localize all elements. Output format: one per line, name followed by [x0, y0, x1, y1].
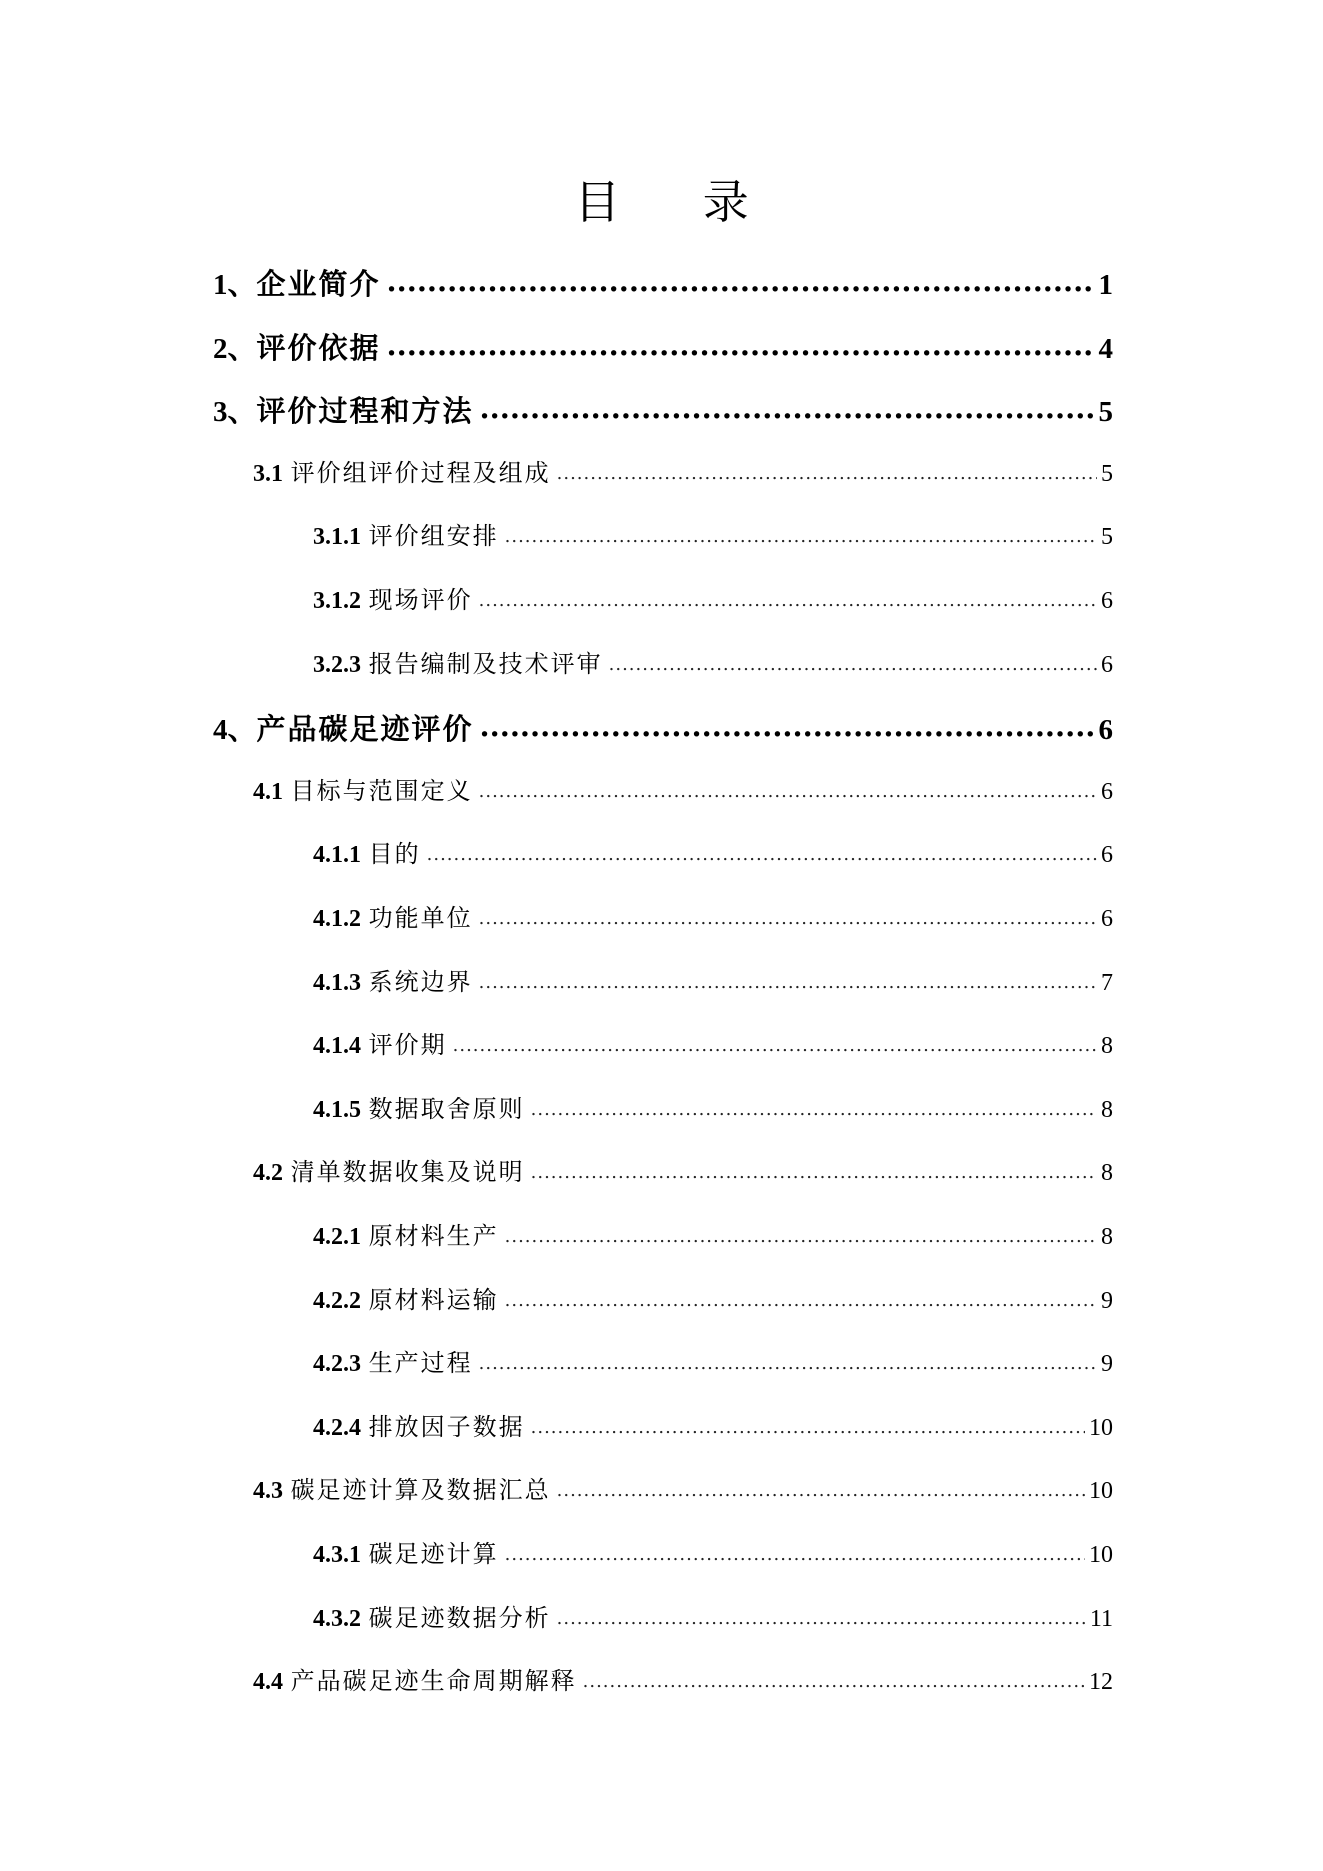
toc-dot-leader [609, 654, 1097, 675]
toc-entry-label: 评价组安排 [368, 522, 499, 551]
toc-entry[interactable] [313, 1407, 1113, 1442]
toc-entry-label: 生产过程 [368, 1349, 473, 1378]
toc-entry-page-number: 6 [1101, 778, 1113, 805]
toc-entry[interactable] [313, 1025, 1113, 1060]
toc-entry-number: 3.1.1 [313, 524, 361, 551]
toc-dot-leader [531, 1162, 1097, 1183]
toc-entry-page-number: 5 [1101, 460, 1113, 487]
toc-entry[interactable] [253, 453, 1113, 488]
toc-entry-number: 4.1.2 [313, 906, 361, 932]
toc-entry-separator [361, 1095, 369, 1123]
toc-entry-label: 产品碳足迹生命周期解释 [290, 1667, 577, 1696]
toc-entry-separator [283, 459, 291, 487]
toc-entry[interactable] [313, 1343, 1113, 1378]
toc-entry[interactable] [253, 771, 1113, 806]
toc-entry-page-number: 8 [1101, 1033, 1113, 1060]
toc-entry-page-number: 4 [1098, 332, 1113, 365]
toc-entry[interactable] [313, 1534, 1113, 1569]
toc-entry-number: 4.1.4 [313, 1033, 361, 1060]
toc-entry-number: 1 [213, 269, 228, 301]
toc-entry-page-number: 5 [1101, 524, 1113, 551]
toc-dot-leader [479, 908, 1097, 929]
toc-dot-leader [557, 1480, 1085, 1501]
toc-entry-label: 清单数据收集及说明 [290, 1158, 525, 1187]
toc-dot-leader [505, 1544, 1085, 1565]
toc-entry-page-number: 11 [1089, 1605, 1113, 1632]
toc-entry-page-number: 10 [1089, 1478, 1113, 1505]
toc-entry[interactable] [213, 262, 1113, 303]
toc-entry-separator [361, 1222, 369, 1250]
toc-entry-separator: 、 [227, 394, 257, 429]
toc-entry[interactable] [313, 1598, 1113, 1633]
toc-entry[interactable] [313, 516, 1113, 551]
toc-entry-number: 4.4 [253, 1669, 283, 1696]
toc-entry-number: 4.3.2 [313, 1605, 361, 1632]
toc-entry-label: 目的 [368, 840, 421, 869]
toc-entry-label: 排放因子数据 [368, 1412, 525, 1441]
toc-entry-separator [361, 1286, 369, 1314]
toc-dot-leader [557, 1608, 1086, 1629]
toc-entry-number: 3.1.2 [313, 588, 361, 614]
toc-entry-label: 碳足迹计算 [368, 1540, 499, 1568]
toc-entry-number: 4.1 [253, 778, 283, 805]
toc-entry-number: 4.2.3 [313, 1351, 361, 1378]
toc-entry-label: 产品碳足迹评价 [256, 712, 474, 747]
toc-entry-number: 4.3 [253, 1478, 283, 1505]
toc-entry[interactable] [253, 1661, 1113, 1696]
toc-entry-separator [361, 1540, 369, 1568]
toc-entry-page-number: 8 [1101, 1224, 1113, 1250]
toc-entry[interactable] [213, 326, 1113, 367]
toc-entry-separator [361, 1349, 369, 1377]
toc-entry-number: 4.2.1 [313, 1224, 361, 1250]
toc-entry-separator [361, 522, 369, 550]
toc-entry-page-number: 6 [1101, 842, 1113, 869]
toc-dot-leader [505, 1290, 1097, 1311]
toc-entry-number: 3.1 [253, 460, 283, 487]
toc-entry-separator [361, 1031, 369, 1059]
toc-dot-leader [505, 526, 1097, 547]
toc-entry-page-number: 12 [1089, 1669, 1113, 1696]
toc-entry[interactable] [253, 1470, 1113, 1505]
toc-entry-page-number: 9 [1101, 1351, 1113, 1378]
toc-entry-number: 4.2 [253, 1160, 283, 1187]
toc-dot-leader [479, 972, 1097, 993]
toc-entry-label: 碳足迹数据分析 [368, 1603, 551, 1632]
toc-entry[interactable] [253, 1152, 1113, 1187]
toc-entry-page-number: 6 [1101, 906, 1113, 932]
toc-dot-leader [505, 1226, 1097, 1247]
toc-entry[interactable] [213, 389, 1113, 430]
toc-entry-label: 碳足迹计算及数据汇总 [290, 1476, 551, 1505]
toc-entry[interactable] [313, 580, 1113, 615]
toc-entry-separator [361, 840, 369, 868]
toc-entry[interactable] [313, 898, 1113, 933]
toc-dot-leader [479, 781, 1097, 802]
toc-entry-label: 原材料生产 [368, 1222, 499, 1250]
toc-entry-page-number: 6 [1101, 588, 1113, 614]
toc-title: 目 录 [574, 175, 783, 229]
toc-entry-separator: 、 [227, 267, 257, 301]
toc-entry-page-number: 7 [1101, 969, 1113, 996]
toc-entry-separator [283, 777, 291, 805]
toc-entry-number: 2 [213, 332, 228, 365]
toc-entry-number: 4.3.1 [313, 1542, 361, 1568]
toc-entry-number: 4.1.5 [313, 1096, 361, 1123]
toc-entry-separator [283, 1667, 291, 1695]
toc-entry-separator: 、 [227, 330, 257, 365]
toc-dot-leader [480, 709, 1095, 743]
toc-entry-page-number: 8 [1101, 1160, 1113, 1187]
toc-entry-separator [361, 904, 369, 932]
toc-entry-separator [283, 1476, 291, 1504]
toc-entry-number: 3 [213, 396, 228, 429]
toc-entry-page-number: 10 [1089, 1414, 1113, 1441]
toc-entry-number: 4 [213, 714, 228, 747]
toc-entry-label: 评价过程和方法 [256, 394, 474, 429]
toc-entry-number: 4.2.4 [313, 1414, 361, 1441]
toc-entry-separator [361, 1604, 369, 1632]
toc-dot-leader [427, 844, 1097, 865]
toc-entry-label: 系统边界 [368, 967, 473, 996]
toc-entry-page-number: 6 [1098, 714, 1113, 747]
toc-entry-label: 原材料运输 [368, 1285, 499, 1314]
toc-dot-leader [557, 463, 1097, 484]
toc-entry-page-number: 6 [1101, 651, 1113, 678]
toc-entry-separator [361, 1413, 369, 1441]
toc-dot-leader [531, 1099, 1097, 1120]
toc-entry[interactable] [313, 834, 1113, 869]
toc-entry-separator [361, 650, 369, 678]
toc-entry-page-number: 1 [1098, 269, 1113, 301]
toc-entry-number: 4.2.2 [313, 1287, 361, 1314]
toc-dot-leader [480, 391, 1095, 425]
toc-entry-label: 评价组评价过程及组成 [290, 458, 551, 487]
toc-entry-label: 企业简介 [256, 267, 381, 301]
toc-entry-number: 3.2.3 [313, 651, 361, 678]
toc-dot-leader [453, 1035, 1097, 1056]
toc-entry-label: 数据取舍原则 [368, 1094, 525, 1123]
toc-dot-leader [531, 1417, 1085, 1438]
toc-entry-label: 评价期 [368, 1031, 447, 1060]
toc-entry-label: 功能单位 [368, 904, 473, 932]
toc-entry[interactable] [313, 962, 1113, 997]
toc-dot-leader [387, 264, 1095, 298]
toc-entry-separator [283, 1158, 291, 1186]
toc-entry-label: 目标与范围定义 [290, 776, 473, 805]
toc-entry-page-number: 10 [1089, 1542, 1113, 1568]
toc-entry-page-number: 8 [1101, 1096, 1113, 1123]
toc-dot-leader [479, 590, 1097, 611]
toc-entry[interactable] [313, 1216, 1113, 1251]
toc-entry-label: 评价依据 [256, 330, 381, 365]
toc-entry[interactable] [213, 707, 1113, 748]
toc-dot-leader [387, 328, 1095, 362]
toc-entry-number: 4.1.1 [313, 842, 361, 869]
toc-entry-label: 报告编制及技术评审 [368, 649, 603, 678]
toc-entry-separator: 、 [227, 712, 257, 747]
toc-dot-leader [479, 1353, 1097, 1374]
toc-entry-separator [361, 968, 369, 996]
toc-entry-separator [361, 586, 369, 614]
toc-entry-label: 现场评价 [368, 586, 473, 614]
toc-entry[interactable] [313, 644, 1113, 679]
toc-entry-number: 4.1.3 [313, 969, 361, 996]
toc-entry-page-number: 5 [1098, 396, 1113, 429]
toc-entry[interactable] [313, 1089, 1113, 1124]
toc-entry-page-number: 9 [1101, 1287, 1113, 1314]
toc-dot-leader [583, 1671, 1085, 1692]
toc-entry[interactable] [313, 1280, 1113, 1315]
